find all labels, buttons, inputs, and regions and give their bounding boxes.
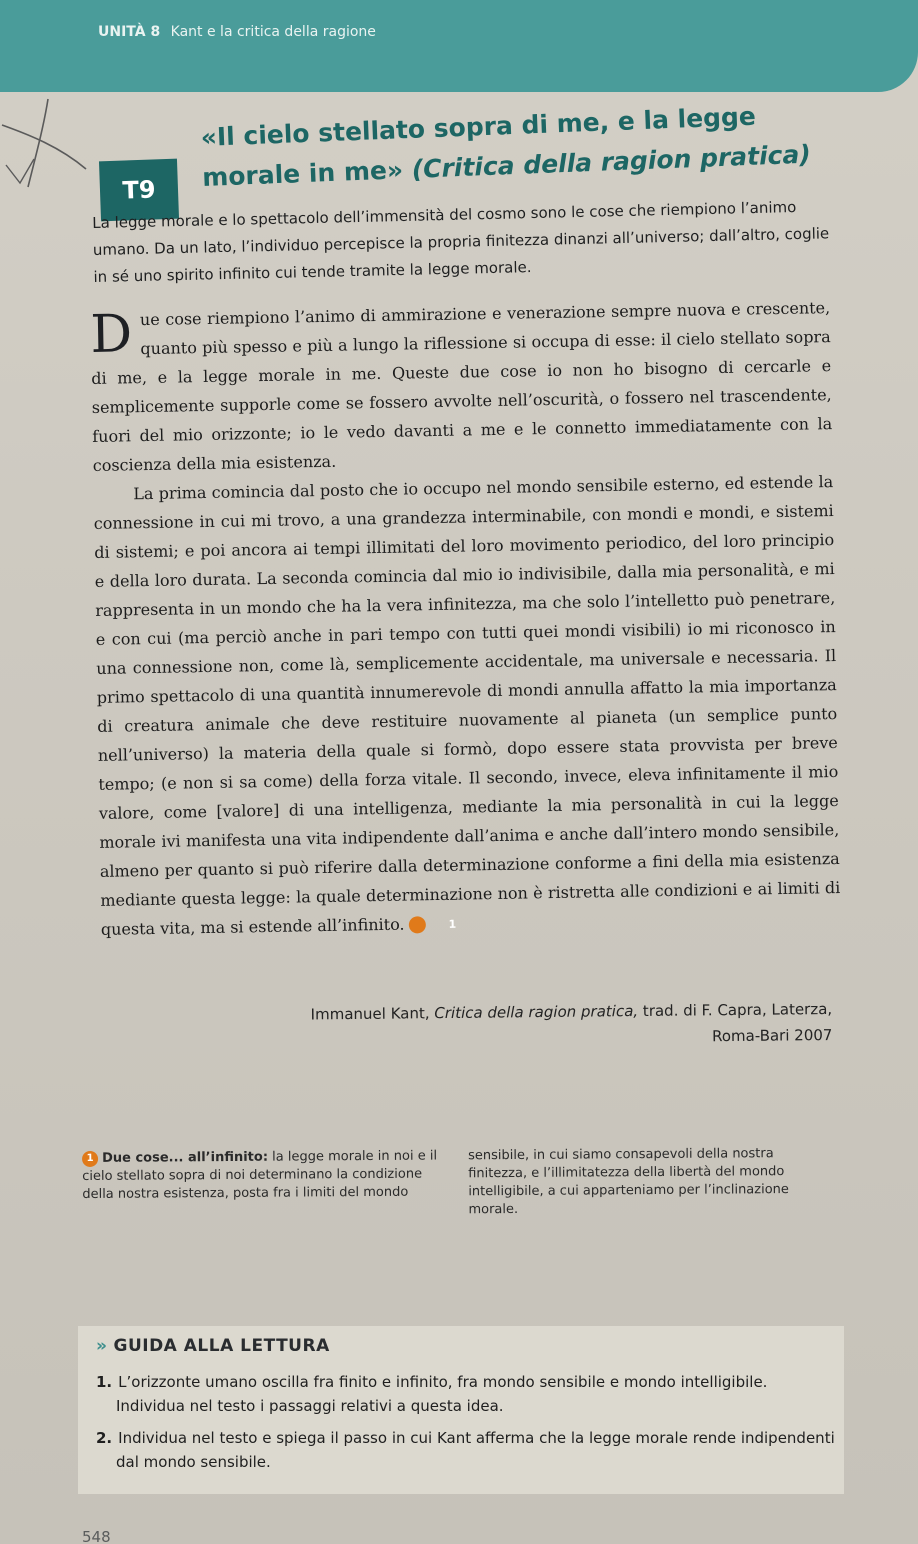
unit-heading xyxy=(98,24,376,40)
footnote xyxy=(82,1145,832,1222)
reading-guide-heading xyxy=(96,1336,330,1356)
list-item xyxy=(96,1426,836,1474)
double-chevron-icon: » xyxy=(96,1336,108,1356)
list-item-number: 2. xyxy=(96,1429,113,1447)
reading-guide-box xyxy=(78,1326,844,1494)
list-item-text: Individua nel testo e spiega il passo in cui Kant afferma che la legge morale rende indipendenti dal mondo sensibile. xyxy=(116,1429,835,1471)
list-item xyxy=(96,1370,836,1418)
list-item-number: 1. xyxy=(96,1373,113,1391)
unit-banner xyxy=(0,0,918,92)
drop-cap: D xyxy=(89,304,133,365)
handwritten-mark-icon xyxy=(0,95,110,205)
unit-label: UNITÀ 8 xyxy=(98,24,161,40)
citation-work: Critica della ragion pratica, xyxy=(434,1002,639,1023)
reading-guide-list xyxy=(96,1370,836,1482)
citation-author: Immanuel Kant, xyxy=(310,1004,430,1024)
footnote-head: Due cose... all’infinito: xyxy=(102,1149,269,1166)
footnote-column-1 xyxy=(82,1147,446,1222)
title-work: (Critica della ragion pratica) xyxy=(411,139,812,184)
footnote-text-1: la legge morale in noi e il cielo stellato sopra di noi determinano la condizione della nostra esistenza, posta fra i limiti del mondo xyxy=(82,1148,438,1202)
list-item-text: L’orizzonte umano oscilla fra finito e infinito, fra mondo sensibile e mondo intelligibile. Individua nel testo i passaggi relativi a questa idea. xyxy=(116,1373,768,1415)
title-main: «Il cielo stellato sopra di me, e la legge morale in me» xyxy=(200,101,757,192)
paragraph-1 xyxy=(90,293,833,480)
unit-title: Kant e la critica della ragione xyxy=(170,24,376,40)
paragraph-1-text: ue cose riempiono l’animo di ammirazione e venerazione sempre nuova e crescente, quanto più spesso e più a lungo la riflessione si occupa di esse: il cielo stellato sopra di me, e la legge morale in me. Queste due cose io non ho bisogno di cercarle e semplicemente supporle come se fossero avvolte nell’oscurità, o fossero nel trascendente, fuori del mio orizzonte; io le vedo davanti a me e le connetto immediatamente con la coscienza della mia esistenza. xyxy=(91,298,833,475)
paragraph-2 xyxy=(93,467,841,944)
page-number: 548 xyxy=(82,1528,111,1544)
paragraph-2-text: La prima comincia dal posto che io occupo nel mondo sensibile esterno, ed estende la connessione in cui mi trovo, a una grandezza interminabile, con mondi e mondi, e sistemi di sistemi; e poi ancora ai tempi illimitati del loro movimento periodico, del loro principio e della loro durata. La seconda comincia dal mio io indivisibile, dalla mia personalità, e mi rappresenta in un mondo che ha la vera infinitezza, ma che solo l’intelletto può penetrare, e con cui (ma perciò anche in pari tempo con tutti quei mondi visibili) io mi riconosco in una connessione non, come là, semplicemente accidentale, ma universale e necessaria. Il primo spettacolo di una quantità innumerevole di mondi annulla affatto la mia importanza di creatura animale che deve restituire nuovamente al pianeta (un semplice punto nell’universo) la materia della quale si formò, dopo essere stata provvista per breve tempo; (e non si sa come) della forza vitale. Il secondo, invece, eleva infinitamente il mio valore, come [valore] di una intelligenza, mediante la mia personalità in cui la legge morale ivi manifesta una vita indipendente dall’anima e anche dall’intero mondo sensibile, almeno per quanto si può riferire dalla determinazione conforme a fini della mia esistenza mediante questa legge: la quale determinazione non è ristretta alle condizioni e ai limiti di questa vita, ma si estende all’infinito. xyxy=(93,472,841,939)
footnote-column-2 xyxy=(468,1145,832,1220)
citation-rest: trad. di F. Capra, Laterza, Roma-Bari 2007 xyxy=(642,999,833,1046)
footnote-text-2: sensibile, in cui siamo consapevoli della nostra finitezza, e l’illimitatezza della libertà del mondo intelligibile, a cui apparteniamo per l’inclinazione morale. xyxy=(467,1146,789,1218)
main-text xyxy=(90,293,841,944)
intro-paragraph: La legge morale e lo spettacolo dell’immensità del cosmo sono le cose che riempiono l’animo umano. Da un lato, l’individuo percepisce la propria finitezza dinanzi all’universo; dall’altro, coglie in sé uno spirito infinito cui tende tramite la legge morale. xyxy=(92,198,830,286)
page-title xyxy=(200,95,813,198)
text-id-badge: T9 xyxy=(99,159,179,222)
note-marker[interactable]: 1 xyxy=(408,916,425,933)
footnote-marker: 1 xyxy=(82,1150,98,1166)
citation xyxy=(300,996,833,1054)
reading-guide-title: GUIDA ALLA LETTURA xyxy=(113,1336,330,1356)
